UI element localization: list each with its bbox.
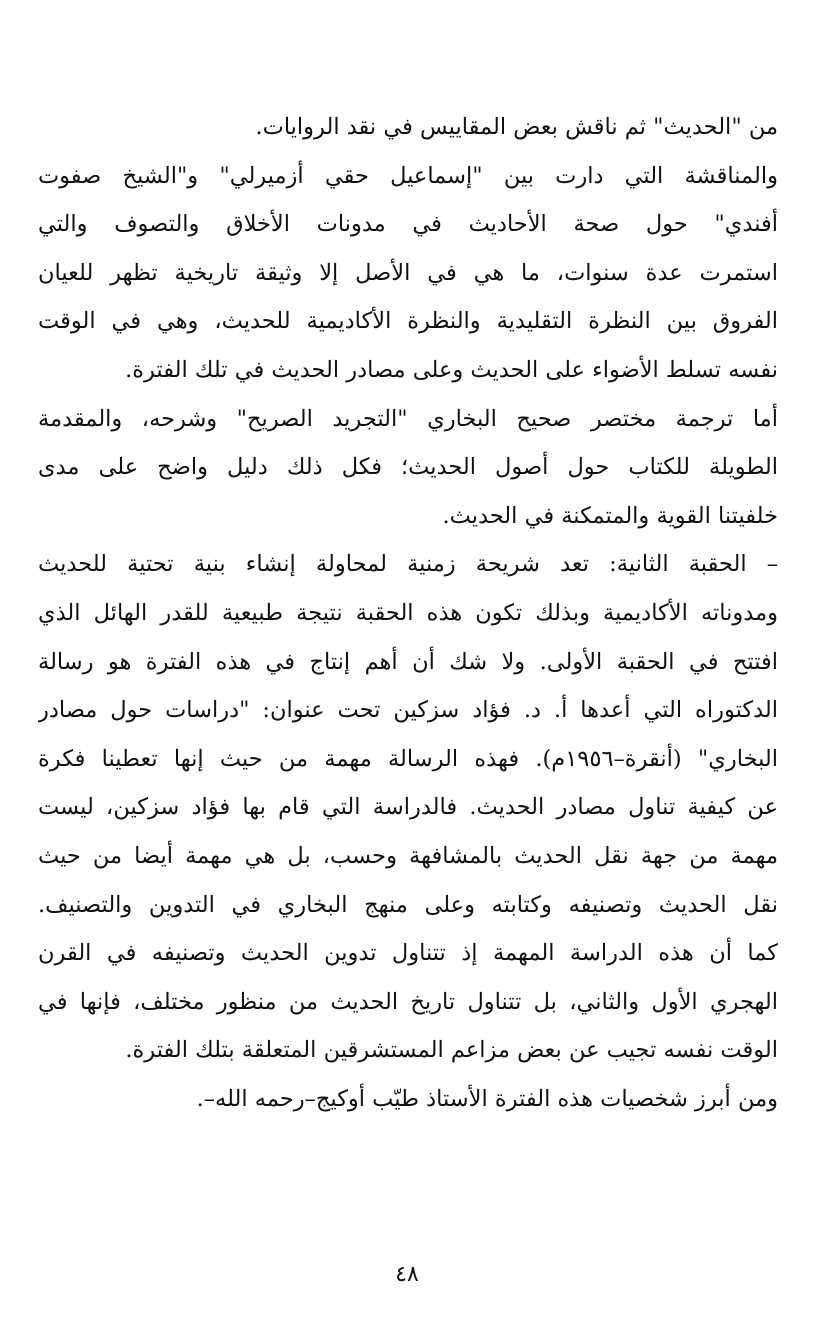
text-line-18: كما أن هذه الدراسة المهمة إذ تتناول تدوين الحديث وتصنيفه في القرن	[38, 940, 778, 967]
text-line-11: ومدوناته الأكاديمية وبذلك تكون هذه الحقبة نتيجة طبيعية للقدر الهائل الذي	[38, 599, 778, 626]
text-line-1: من "الحديث" ثم ناقش بعض المقاييس في نقد الروايات.	[255, 114, 778, 140]
text-line-9: خلفيتنا القوية والمتمكنة في الحديث.	[442, 502, 778, 529]
text-line-21: ومن أبرز شخصيات هذه الفترة الأستاذ طيّب أوكيج–رحمه الله–.	[196, 1085, 778, 1112]
body-text	[38, 103, 778, 1123]
text-line-10: – الحقبة الثانية: تعد شريحة زمنية لمحاولة إنشاء بنية تحتية للحديث	[38, 551, 778, 578]
text-line-20: الوقت نفسه تجيب عن بعض مزاعم المستشرقين المتعلقة بتلك الفترة.	[125, 1037, 778, 1064]
text-line-7: أما ترجمة مختصر صحيح البخاري "التجريد الصريح" وشرحه، والمقدمة	[38, 405, 778, 432]
text-line-2: والمناقشة التي دارت بين "إسماعيل حقي أزميرلي" و"الشيخ صفوت	[38, 162, 778, 189]
text-line-5: الفروق بين النظرة التقليدية والنظرة الأكاديمية للحديث، وهي في الوقت	[38, 308, 778, 335]
text-line-13: الدكتوراه التي أعدها أ. د. فؤاد سزكين تحت عنوان: "دراسات حول مصادر	[38, 697, 778, 724]
text-line-16: مهمة من جهة نقل الحديث بالمشافهة وحسب، بل هي مهمة أيضا من حيث	[38, 842, 778, 869]
text-line-19: الهجري الأول والثاني، بل تتناول تاريخ الحديث من منظور مختلف، فإنها في	[38, 988, 778, 1015]
text-line-12: افتتح في الحقبة الأولى. ولا شك أن أهم إنتاج في هذه الفترة هو رسالة	[38, 648, 778, 675]
text-line-15: عن كيفية تناول مصادر الحديث. فالدراسة التي قام بها فؤاد سزكين، ليست	[38, 794, 778, 821]
text-line-17: نقل الحديث وتصنيفه وكتابته وعلى منهج البخاري في التدوين والتصنيف.	[38, 891, 778, 918]
page-number: ٤٨	[395, 1262, 419, 1287]
text-line-8: الطويلة للكتاب حول أصول الحديث؛ فكل ذلك دليل واضح على مدى	[38, 454, 778, 481]
text-line-3: أفندي" حول صحة الأحاديث في مدونات الأخلاق والتصوف والتي	[38, 211, 778, 238]
text-line-6: نفسه تسلط الأضواء على الحديث وعلى مصادر الحديث في تلك الفترة.	[125, 356, 778, 383]
text-line-4: استمرت عدة سنوات، ما هي في الأصل إلا وثيقة تاريخية تظهر للعيان	[38, 259, 778, 286]
text-line-14: البخاري" (أنقرة–١٩٥٦م). فهذه الرسالة مهمة من حيث إنها تعطينا فكرة	[38, 745, 778, 772]
